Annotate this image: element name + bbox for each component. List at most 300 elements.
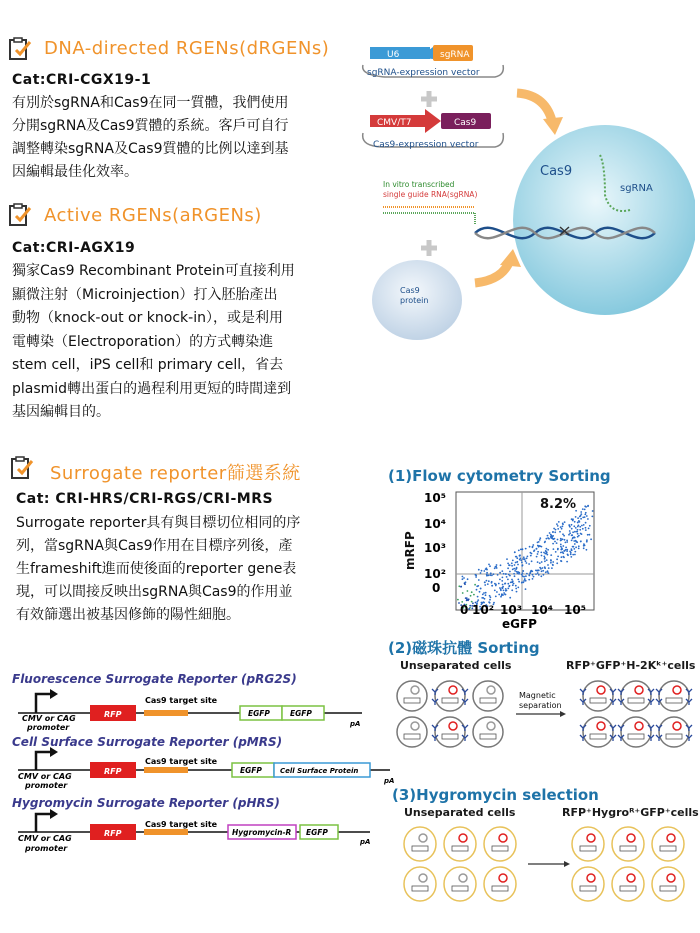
scatter-dot	[580, 540, 582, 542]
scatter-dot	[475, 576, 477, 578]
target-site-label: Cas9 target site	[145, 757, 218, 766]
scatter-dot	[514, 564, 516, 566]
section-description	[12, 92, 289, 184]
scatter-dot	[511, 565, 513, 567]
scatter-dot	[567, 554, 569, 556]
protein-label-2: protein	[400, 296, 429, 305]
scatter-dot	[488, 564, 490, 566]
cell-icon	[473, 681, 503, 711]
promoter-label: promoter	[25, 781, 68, 790]
scatter-dot	[539, 539, 541, 541]
text-line: 調整轉染sgRNA及Cas9質體的比例以達到基	[12, 141, 289, 157]
scatter-dot	[506, 558, 508, 560]
promoter-label: promoter	[25, 844, 68, 853]
scatter-dot	[585, 527, 587, 529]
scatter-dot	[560, 540, 562, 542]
scatter-dot	[545, 550, 547, 552]
scatter-dot	[547, 535, 549, 537]
scatter-dot	[457, 599, 459, 601]
scatter-dot	[501, 570, 503, 572]
scatter-dot	[584, 505, 586, 507]
scatter-dot	[529, 546, 531, 548]
pa-label: pA	[384, 777, 395, 785]
scatter-dot	[466, 600, 468, 602]
scatter-dot	[571, 528, 573, 530]
scatter-dot	[500, 589, 502, 591]
scatter-dot	[527, 556, 529, 558]
cmv-label: CMV/T7	[377, 118, 412, 128]
scatter-dot	[566, 541, 568, 543]
scatter-dot	[584, 514, 586, 516]
scatter-dot	[589, 525, 591, 527]
scatter-dot	[563, 556, 565, 558]
scatter-dot	[479, 591, 481, 593]
cell-sgrna-label: sgRNA	[620, 183, 653, 194]
scatter-dot	[550, 534, 552, 536]
text-line: 現，可以間接反映出sgRNA與Cas9的作用並	[16, 584, 293, 600]
target-site-box	[144, 767, 188, 773]
scatter-dot	[486, 580, 488, 582]
arrow-icon	[560, 711, 566, 717]
scatter-dot	[509, 571, 511, 573]
scatter-dot	[565, 547, 567, 549]
scatter-dot	[569, 530, 571, 532]
scatter-dot	[525, 575, 527, 577]
x-tick: 10⁵	[564, 603, 586, 617]
scatter-dot	[484, 584, 486, 586]
promoter-arrow-icon	[36, 694, 52, 713]
scatter-dot	[547, 549, 549, 551]
pa-label: pA	[360, 838, 371, 846]
scatter-dot	[562, 538, 564, 540]
scatter-dot	[564, 539, 566, 541]
scatter-dot	[540, 552, 542, 554]
scatter-dot	[547, 564, 549, 566]
scatter-dot	[562, 526, 564, 528]
scatter-dot	[507, 588, 509, 590]
magnetic-sorting-diagram	[392, 676, 698, 752]
scatter-dot	[569, 532, 571, 534]
scatter-dot	[566, 550, 568, 552]
scatter-dot	[568, 534, 570, 536]
scatter-dot	[561, 560, 563, 562]
pa-label: pA	[350, 720, 361, 728]
scatter-dot	[550, 559, 552, 561]
scatter-dot	[516, 591, 518, 593]
scatter-dot	[573, 525, 575, 527]
cell-cas9-label: Cas9	[540, 164, 573, 179]
scatter-dot	[560, 546, 562, 548]
scatter-dot	[499, 587, 501, 589]
scatter-dot	[544, 560, 546, 562]
scatter-dot	[511, 562, 513, 564]
scatter-dot	[514, 551, 516, 553]
scatter-dot	[576, 531, 578, 533]
text-line: 分開sgRNA及Cas9質體的系統。客戶可自行	[12, 118, 289, 134]
scatter-dot	[477, 596, 479, 598]
scatter-dot	[531, 560, 533, 562]
cell-icon	[444, 867, 476, 901]
scatter-dot	[537, 551, 539, 553]
magnetic-result-label: RFP⁺GFP⁺H-2Kᵏ⁺cells	[566, 659, 696, 672]
scatter-dot	[571, 524, 573, 526]
scatter-dot	[561, 556, 563, 558]
rfp-label: RFP	[104, 710, 122, 719]
scatter-dot	[550, 562, 552, 564]
section-title-surrogate: Surrogate reporter篩選系統	[50, 463, 301, 484]
scatter-dot	[460, 586, 462, 588]
scatter-dot	[512, 560, 514, 562]
scatter-dot	[464, 583, 466, 585]
scatter-dot	[564, 521, 566, 523]
protein-label-1: Cas9	[400, 286, 420, 295]
scatter-dot	[518, 581, 520, 583]
x-tick: 0	[460, 603, 469, 617]
scatter-dot	[553, 548, 555, 550]
magnetic-arrow-label-1: Magnetic	[519, 691, 556, 700]
y-tick: 10⁵	[424, 491, 446, 505]
scatter-dot	[536, 548, 538, 550]
scatter-dot	[485, 568, 487, 570]
scatter-dot	[573, 546, 575, 548]
reporter-box-label: Cell Surface Protein	[280, 767, 359, 775]
scatter-dot	[578, 520, 580, 522]
scatter-dot	[575, 516, 577, 518]
scatter-dot	[533, 550, 535, 552]
cas9-box-label: Cas9	[454, 118, 477, 128]
scatter-dot	[532, 578, 534, 580]
scatter-dot	[500, 564, 502, 566]
text-line: 因編輯最佳化效率。	[12, 164, 138, 180]
scatter-dot	[552, 564, 554, 566]
scatter-dot	[575, 541, 577, 543]
text-line: plasmid轉出蛋白的過程利用更短的時間達到	[12, 380, 292, 397]
scatter-dot	[517, 579, 519, 581]
cmv-arrow	[425, 109, 441, 133]
scatter-dot	[536, 556, 538, 558]
arrow-icon	[564, 861, 570, 867]
scatter-dot	[489, 574, 491, 576]
scatter-dot	[474, 584, 476, 586]
text-line: 有效篩選出被基因修飾的陽性細胞。	[16, 607, 240, 623]
scatter-dot	[519, 555, 521, 557]
x-tick: 10⁴	[531, 603, 553, 617]
scatter-dot	[590, 538, 592, 540]
construct-phrs	[18, 809, 370, 853]
scatter-dot	[509, 575, 511, 577]
scatter-dot	[518, 573, 520, 575]
scatter-dot	[573, 540, 575, 542]
rfp-label: RFP	[104, 767, 122, 776]
scatter-dot	[538, 574, 540, 576]
scatter-dot	[526, 573, 528, 575]
cell-icon	[583, 681, 613, 711]
scatter-dot	[543, 556, 545, 558]
text-line: 獨家Cas9 Recombinant Protein可直接利用	[12, 263, 295, 279]
scatter-dot	[565, 549, 567, 551]
scatter-dot	[586, 539, 588, 541]
rfp-label: RFP	[104, 829, 122, 838]
scatter-dot	[546, 548, 548, 550]
scatter-dot	[516, 557, 518, 559]
scatter-dot	[577, 526, 579, 528]
catalog-number: Cat:CRI-AGX19	[12, 240, 136, 256]
scatter-dot	[525, 560, 527, 562]
scatter-dot	[557, 549, 559, 551]
scatter-dot	[545, 571, 547, 573]
scatter-dot	[526, 557, 528, 559]
scatter-dot	[572, 554, 574, 556]
scatter-dot	[579, 529, 581, 531]
cell-icon	[435, 717, 465, 747]
scatter-dot	[539, 567, 541, 569]
scatter-dot	[513, 573, 515, 575]
scatter-dot	[583, 547, 585, 549]
scatter-dot	[499, 579, 501, 581]
scatter-dot	[569, 525, 571, 527]
scatter-dot	[507, 563, 509, 565]
scatter-dot	[515, 556, 517, 558]
checklist-icon	[8, 202, 34, 228]
scatter-dot	[587, 505, 589, 507]
scatter-dot	[516, 571, 518, 573]
cas9-delivery-diagram	[355, 35, 695, 355]
scatter-dot	[511, 579, 513, 581]
scatter-dot	[565, 542, 567, 544]
text-line: 有別於sgRNA和Cas9在同一質體，我們使用	[12, 95, 289, 111]
promoter-label: promoter	[27, 723, 70, 732]
scatter-dot	[591, 516, 593, 518]
scatter-dot	[574, 543, 576, 545]
target-site-label: Cas9 target site	[145, 696, 218, 705]
scatter-dot	[498, 594, 500, 596]
scatter-dot	[537, 572, 539, 574]
scatter-dot	[582, 508, 584, 510]
scatter-dot	[550, 554, 552, 556]
scatter-dot	[532, 546, 534, 548]
scatter-dot	[525, 588, 527, 590]
sgrna-box-label: sgRNA	[440, 50, 470, 60]
scatter-dot	[528, 579, 530, 581]
y-tick: 10⁴	[424, 517, 446, 531]
scatter-dot	[522, 570, 524, 572]
promoter-label: CMV or CAG	[22, 714, 76, 723]
scatter-dot	[489, 565, 491, 567]
scatter-dot	[544, 558, 546, 560]
scatter-dot	[570, 554, 572, 556]
reporter-box-label: EGFP	[248, 709, 270, 718]
scatter-dot	[535, 573, 537, 575]
scatter-dot	[482, 594, 484, 596]
scatter-dot	[478, 579, 480, 581]
scatter-dot	[507, 583, 509, 585]
scatter-dot	[571, 550, 573, 552]
scatter-dot	[475, 574, 477, 576]
scatter-dot	[574, 554, 576, 556]
scatter-dot	[541, 570, 543, 572]
scatter-dot	[574, 521, 576, 523]
scatter-dot	[515, 588, 517, 590]
scatter-dot	[468, 608, 470, 610]
scatter-dot	[571, 540, 573, 542]
scatter-dot	[546, 551, 548, 553]
scatter-dot	[558, 521, 560, 523]
hygromycin-selection-diagram	[400, 822, 696, 906]
scatter-dot	[577, 522, 579, 524]
scatter-dot	[552, 543, 554, 545]
section-title-drgens: DNA-directed RGENs(dRGENs)	[44, 38, 330, 59]
scatter-dot	[562, 533, 564, 535]
cell-icon	[621, 681, 651, 711]
scatter-dot	[555, 551, 557, 553]
scatter-dot	[515, 562, 517, 564]
scatter-dot	[585, 529, 587, 531]
scatter-dot	[468, 598, 470, 600]
scatter-dot	[470, 595, 472, 597]
scatter-dot	[501, 580, 503, 582]
scatter-dot	[466, 597, 468, 599]
reporter-box-label: EGFP	[306, 828, 328, 837]
reporter-title: Fluorescence Surrogate Reporter (pRG2S)	[12, 672, 297, 686]
scatter-dot	[494, 567, 496, 569]
scatter-dot	[491, 585, 493, 587]
scatter-dot	[500, 596, 502, 598]
scatter-dot	[521, 582, 523, 584]
scatter-dot	[577, 533, 579, 535]
scatter-dot	[574, 531, 576, 533]
scatter-dot	[560, 544, 562, 546]
reporter-box-label: Hygromycin-R	[232, 828, 292, 837]
scatter-dot	[485, 594, 487, 596]
text-line: Surrogate reporter具有與目標切位相同的序	[16, 515, 301, 531]
scatter-dot	[572, 518, 574, 520]
gate-percent: 8.2%	[540, 497, 577, 512]
scatter-dot	[582, 528, 584, 530]
scatter-dot	[555, 529, 557, 531]
scatter-dot	[516, 561, 518, 563]
scatter-dot	[467, 590, 469, 592]
scatter-dot	[503, 590, 505, 592]
y-tick: 0	[432, 581, 441, 595]
scatter-dot	[546, 559, 548, 561]
cell-icon	[397, 681, 427, 711]
scatter-dot	[469, 605, 471, 607]
catalog-number: Cat: CRI-HRS/CRI-RGS/CRI-MRS	[16, 491, 274, 507]
scatter-dot	[562, 523, 564, 525]
scatter-dot	[524, 578, 526, 580]
scatter-dot	[580, 533, 582, 535]
scatter-dot	[551, 567, 553, 569]
scatter-dot	[584, 516, 586, 518]
scatter-dot	[572, 537, 574, 539]
scatter-dot	[512, 584, 514, 586]
scatter-dot	[486, 574, 488, 576]
scatter-dot	[514, 575, 516, 577]
scatter-dot	[539, 537, 541, 539]
scatter-dot	[504, 583, 506, 585]
plus-icon	[421, 91, 437, 107]
scatter-dot	[476, 589, 478, 591]
scatter-dot	[487, 583, 489, 585]
scatter-dot	[512, 569, 514, 571]
promoter-label: CMV or CAG	[18, 834, 72, 843]
scatter-dot	[577, 529, 579, 531]
scatter-dot	[514, 570, 516, 572]
scatter-dot	[510, 582, 512, 584]
cell-icon	[444, 827, 476, 861]
scatter-dot	[496, 564, 498, 566]
scatter-dot	[477, 599, 479, 601]
promoter-arrow-icon	[36, 814, 52, 832]
scatter-dot	[579, 526, 581, 528]
scatter-dot	[578, 545, 580, 547]
scatter-dot	[560, 552, 562, 554]
scatter-dot	[574, 551, 576, 553]
u6-label: U6	[387, 50, 400, 60]
scatter-dot	[542, 570, 544, 572]
scatter-dot	[583, 545, 585, 547]
scatter-dot	[471, 591, 473, 593]
scatter-dot	[497, 574, 499, 576]
reporter-box-label: EGFP	[240, 766, 262, 775]
scatter-dot	[552, 531, 554, 533]
scatter-dot	[511, 589, 513, 591]
scatter-dot	[588, 528, 590, 530]
target-site-box	[144, 710, 188, 716]
scatter-dot	[539, 562, 541, 564]
text-line: stem cell，iPS cell和 primary cell，省去	[12, 357, 284, 373]
scatter-dot	[496, 591, 498, 593]
x-tick: 10²	[472, 603, 494, 617]
scatter-dot	[546, 554, 548, 556]
scatter-dot	[482, 597, 484, 599]
scatter-dot	[507, 579, 509, 581]
invitro-label-2: single guide RNA(sgRNA)	[383, 190, 478, 199]
scatter-dot	[575, 546, 577, 548]
scatter-dot	[522, 572, 524, 574]
scatter-dot	[529, 572, 531, 574]
cell-icon	[612, 827, 644, 861]
scatter-dot	[516, 567, 518, 569]
scatter-dot	[458, 585, 460, 587]
x-tick: 10³	[500, 603, 522, 617]
scatter-dot	[563, 550, 565, 552]
scatter-dot	[556, 562, 558, 564]
text-line: 生frameshift進而使後面的reporter gene表	[16, 561, 297, 577]
scatter-dot	[530, 552, 532, 554]
scatter-dot	[507, 567, 509, 569]
scatter-dot	[569, 551, 571, 553]
target-site-label: Cas9 target site	[145, 820, 218, 829]
scatter-dot	[483, 570, 485, 572]
scatter-dot	[508, 586, 510, 588]
scatter-dot	[546, 538, 548, 540]
scatter-dot	[506, 576, 508, 578]
scatter-dot	[580, 513, 582, 515]
text-line: 列，當sgRNA與Cas9作用在目標序列後，產	[16, 538, 293, 554]
scatter-dot	[551, 537, 553, 539]
scatter-dot	[532, 544, 534, 546]
scatter-dot	[544, 566, 546, 568]
cell-icon	[583, 717, 613, 747]
scatter-dot	[585, 512, 587, 514]
scatter-dot	[585, 522, 587, 524]
flow-cytometry-plot	[396, 488, 606, 630]
scatter-dot	[505, 573, 507, 575]
scatter-dot	[463, 577, 465, 579]
scatter-dot	[571, 534, 573, 536]
scatter-dot	[519, 559, 521, 561]
